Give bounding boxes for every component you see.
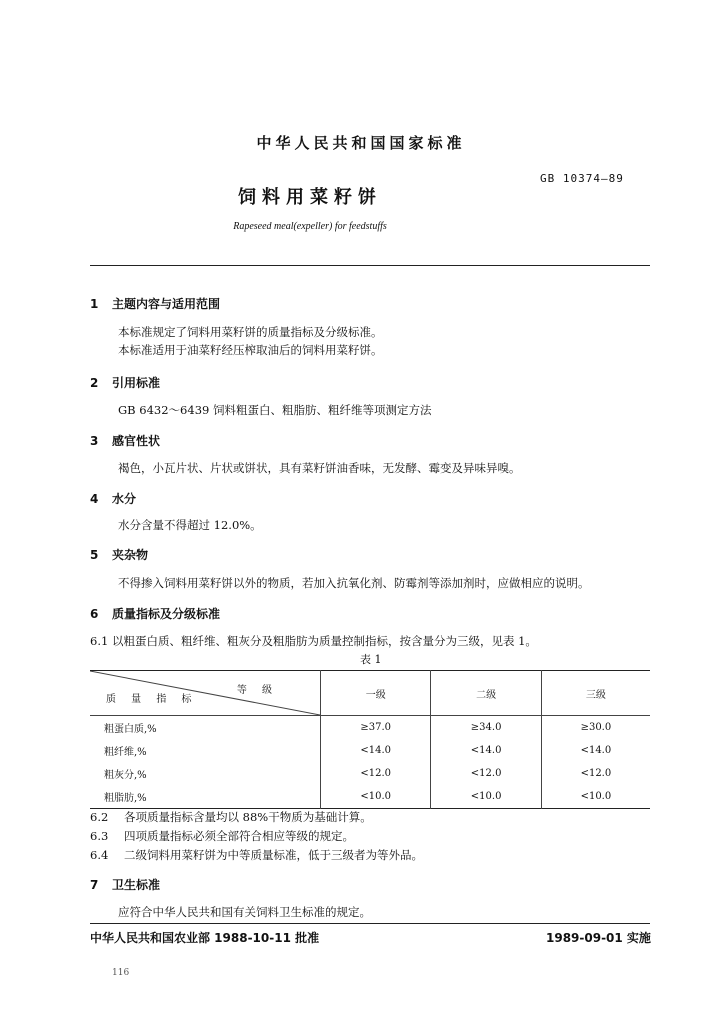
- effective-date: 1989-09-01 实施: [546, 931, 651, 945]
- section-2-heading: [90, 374, 160, 391]
- section-4-para-1: 水分含量不得超过 12.0%。: [118, 518, 262, 532]
- table-corner-cell: [90, 671, 321, 716]
- section-number: 6: [90, 607, 99, 621]
- corner-index-label: 质 量 指 标: [106, 694, 198, 705]
- quality-index-table: [90, 670, 650, 809]
- section-7-heading: [90, 876, 160, 893]
- footer-rule: [90, 923, 650, 924]
- table-cell: <10.0: [431, 785, 541, 809]
- page-number: 116: [112, 968, 130, 978]
- table-cell: <14.0: [541, 739, 650, 762]
- section-6-1-text: 6.1 以粗蛋白质、粗纤维、粗灰分及粗脂肪为质量控制指标，按含量分为三级，见表 1。: [90, 634, 537, 648]
- section-1-para-1: 本标准规定了饲料用菜籽饼的质量指标及分级标准。: [118, 325, 383, 339]
- section-title: 水分: [112, 492, 137, 506]
- section-7-para-1: 应符合中华人民共和国有关饲料卫生标准的规定。: [118, 905, 371, 919]
- table-cell: ≥30.0: [541, 716, 650, 740]
- sub-text: 二级饲料用菜籽饼为中等质量标准，低于三级者为等外品。: [124, 848, 423, 862]
- section-1-para-2: 本标准适用于油菜籽经压榨取油后的饲料用菜籽饼。: [118, 343, 383, 357]
- sub-number: 6.4: [90, 848, 109, 862]
- corner-grade-label: 等 级: [236, 685, 278, 696]
- header-rule: [90, 265, 650, 266]
- document-title-english: Rapeseed meal(expeller) for feedstuffs: [233, 221, 387, 232]
- section-5-heading: [90, 546, 148, 563]
- document-title: 饲料用菜籽饼: [238, 187, 382, 208]
- sub-number: 6.2: [90, 810, 109, 824]
- table-cell: <12.0: [321, 762, 431, 785]
- table-cell: <14.0: [321, 739, 431, 762]
- section-5-para-1: 不得掺入饲料用菜籽饼以外的物质，若加入抗氧化剂、防霉剂等添加剂时，应做相应的说明。: [118, 576, 590, 590]
- section-number: 7: [90, 878, 99, 892]
- table-header-row: [90, 671, 650, 716]
- section-number: 2: [90, 376, 99, 390]
- table-row: [90, 739, 650, 762]
- section-title: 质量指标及分级标准: [112, 607, 221, 621]
- section-4-heading: [90, 490, 136, 507]
- table-cell: <12.0: [541, 762, 650, 785]
- table-caption: 表 1: [360, 653, 382, 666]
- section-title: 卫生标准: [112, 878, 161, 892]
- section-number: 1: [90, 297, 99, 311]
- section-3-para-1: 褐色，小瓦片状、片状或饼状，具有菜籽饼油香味，无发酵、霉变及异味异嗅。: [118, 461, 521, 475]
- section-title: 夹杂物: [112, 548, 149, 562]
- sub-text: 四项质量指标必须全部符合相应等级的规定。: [124, 829, 354, 843]
- section-number: 3: [90, 434, 99, 448]
- section-number: 4: [90, 492, 99, 506]
- section-number: 5: [90, 548, 99, 562]
- column-header: 三级: [541, 671, 650, 716]
- table-cell: ≥37.0: [321, 716, 431, 740]
- column-header: 一级: [321, 671, 431, 716]
- section-3-heading: [90, 432, 160, 449]
- row-label: 粗脂肪,%: [104, 793, 147, 804]
- section-6-heading: [90, 605, 220, 622]
- table-row: [90, 716, 650, 740]
- table-cell: <10.0: [321, 785, 431, 809]
- column-header: 二级: [431, 671, 541, 716]
- row-label: 粗纤维,%: [104, 747, 147, 758]
- row-label: 粗灰分,%: [104, 770, 147, 781]
- section-title: 引用标准: [112, 376, 161, 390]
- section-6-3: [90, 828, 354, 844]
- section-title: 主题内容与适用范围: [112, 297, 221, 311]
- table-cell: <10.0: [541, 785, 650, 809]
- table-row: [90, 762, 650, 785]
- national-standard-title: 中华人民共和国国家标准: [256, 134, 466, 152]
- table-cell: ≥34.0: [431, 716, 541, 740]
- section-1-heading: [90, 295, 220, 312]
- section-6-2: [90, 809, 372, 825]
- section-6-4: [90, 847, 423, 863]
- section-2-para-1: GB 6432～6439 饲料粗蛋白、粗脂肪、粗纤维等项测定方法: [118, 403, 432, 417]
- standard-number: GB 10374—89: [540, 172, 624, 185]
- row-label: 粗蛋白质,%: [104, 724, 157, 735]
- sub-text: 各项质量指标含量均以 88%干物质为基础计算。: [124, 810, 372, 824]
- table-row: [90, 785, 650, 809]
- table-cell: <14.0: [431, 739, 541, 762]
- table-cell: <12.0: [431, 762, 541, 785]
- sub-number: 6.3: [90, 829, 109, 843]
- section-title: 感官性状: [112, 434, 161, 448]
- approval-line: 中华人民共和国农业部 1988-10-11 批准: [90, 931, 320, 945]
